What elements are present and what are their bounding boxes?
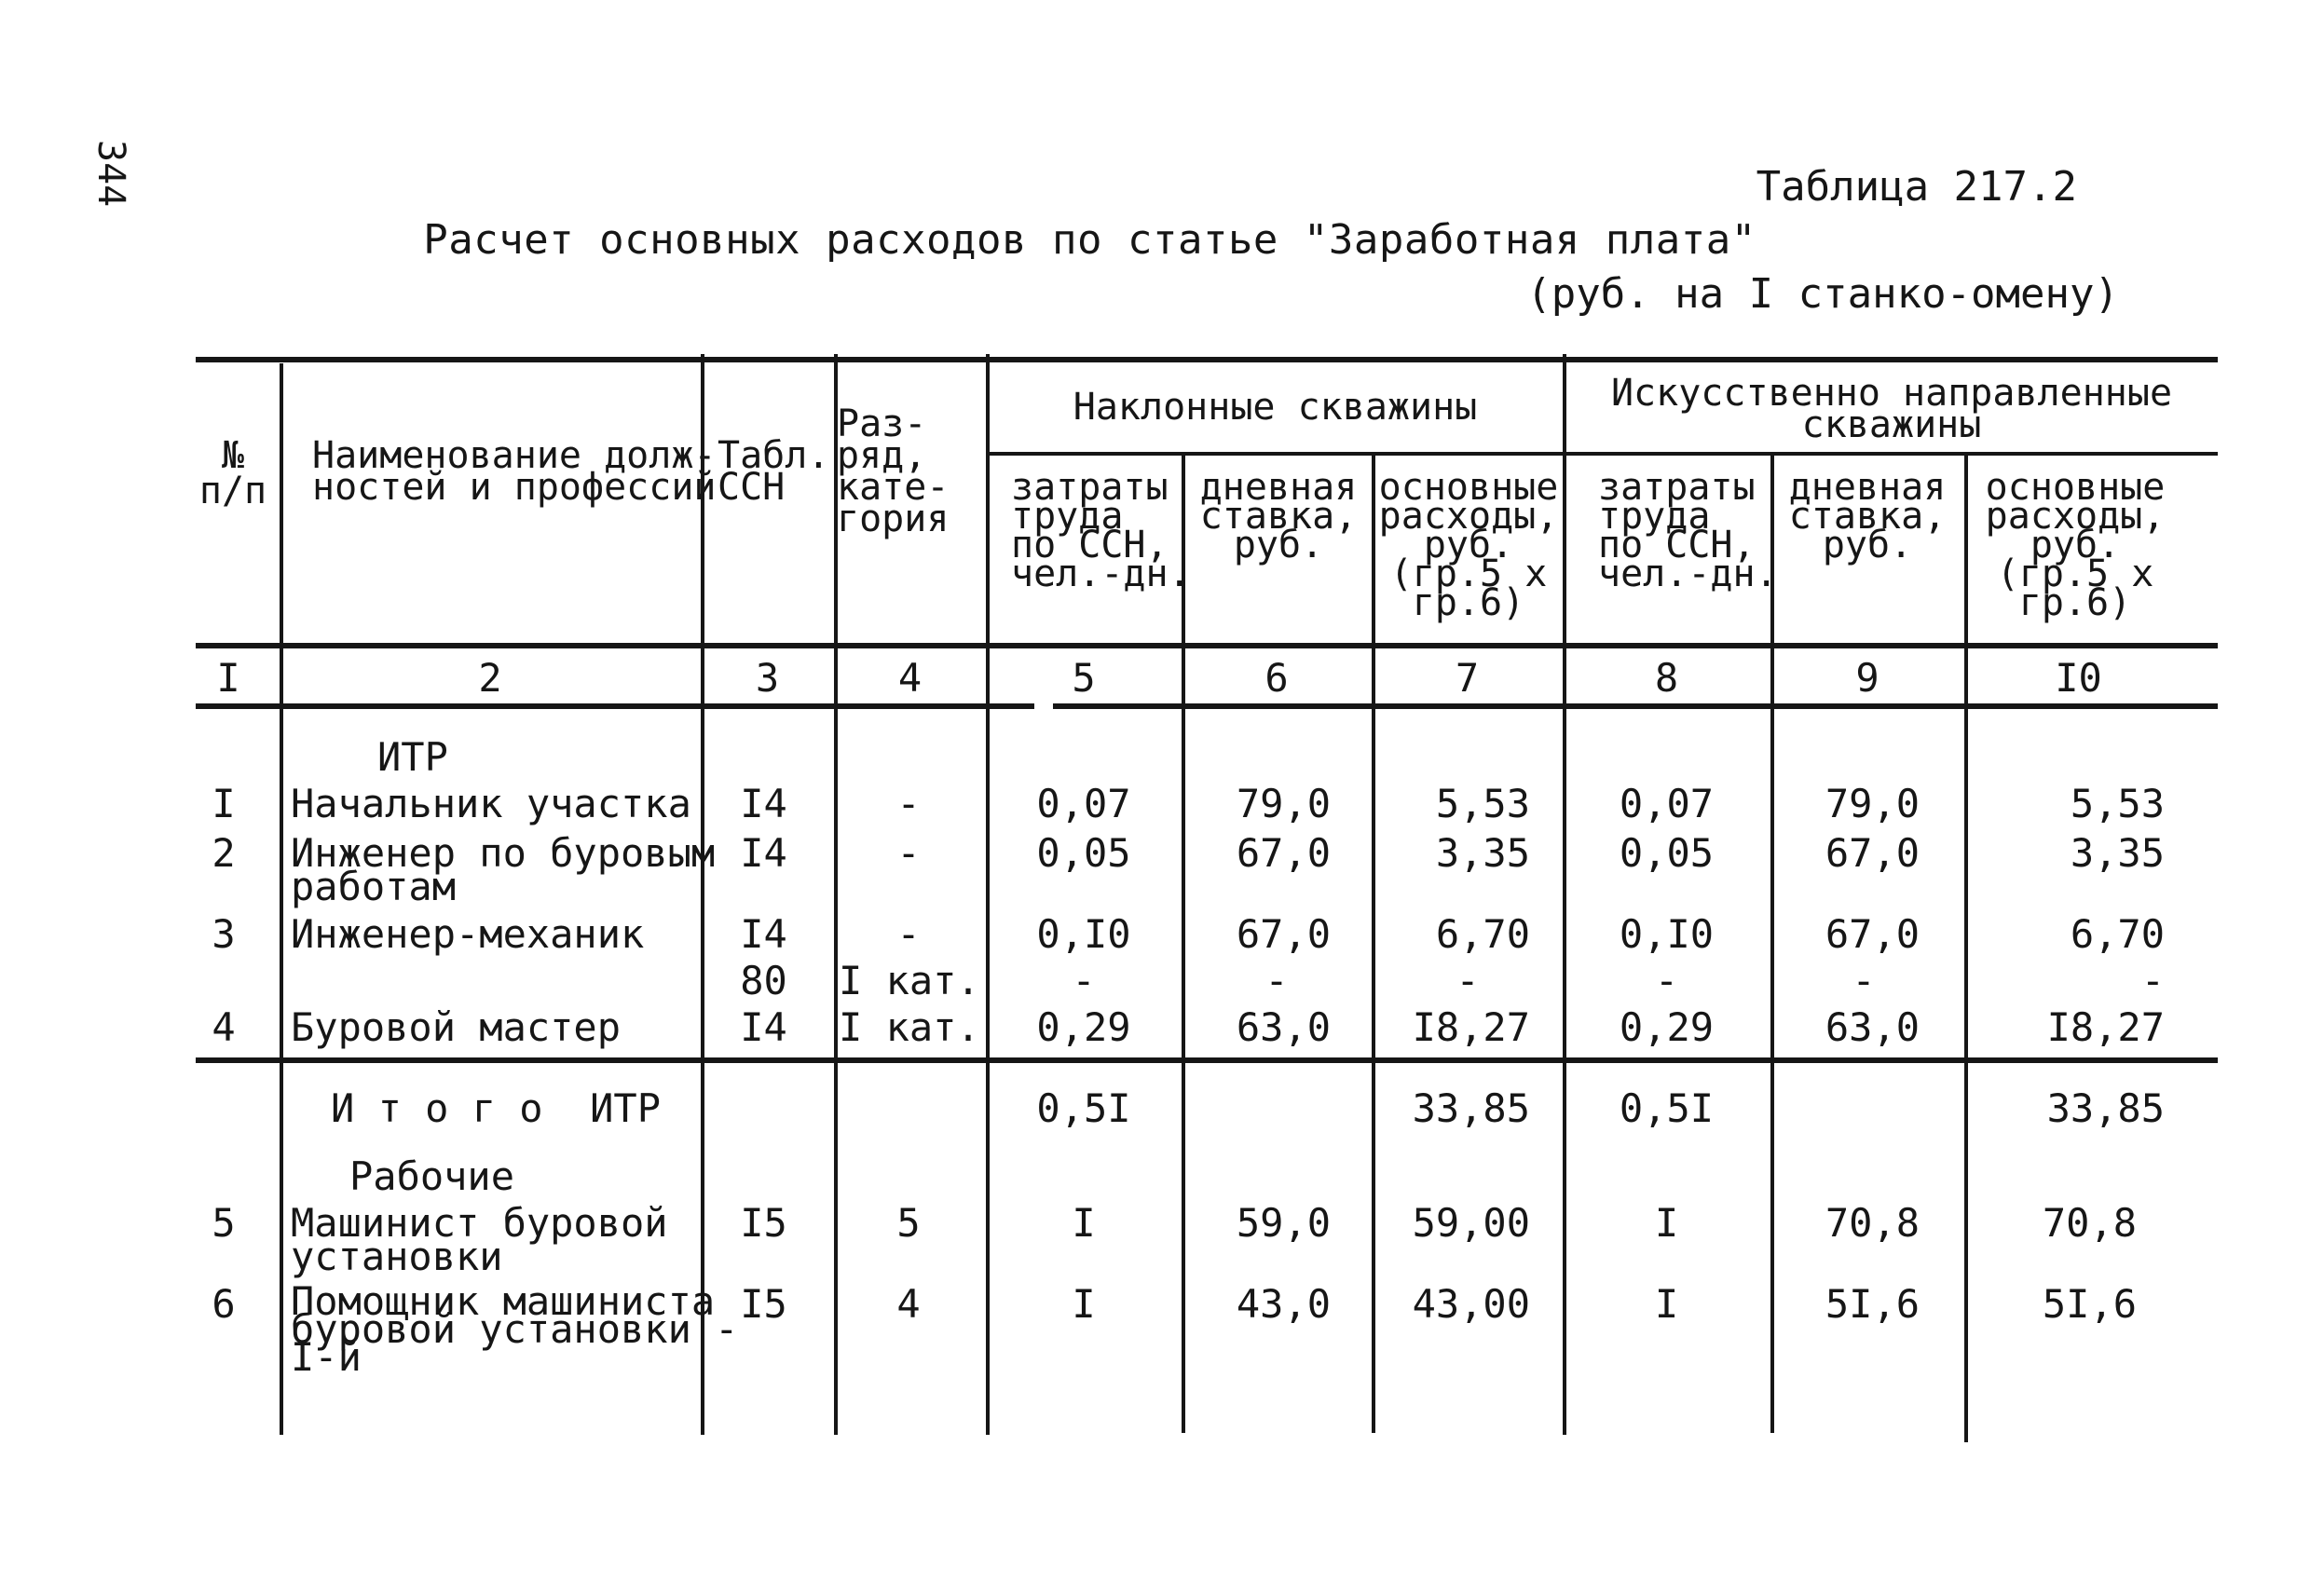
section-itr: ИТР — [377, 734, 448, 780]
row-c9: 67,0 — [1825, 830, 1920, 876]
row-c9: 70,8 — [1825, 1200, 1920, 1246]
colnum-7: 7 — [1455, 655, 1480, 701]
row-number: 2 — [212, 830, 236, 876]
row-razr: - — [896, 911, 921, 957]
header-group-directional: Искусственно направленные скважины — [1610, 372, 2173, 446]
colnum-6: 6 — [1264, 655, 1289, 701]
row-c10: 3,35 — [2070, 830, 2165, 876]
row-razr: I кат. — [839, 1004, 980, 1050]
section-workers: Рабочие — [349, 1153, 515, 1199]
header-col8: затраты труда по ССН, чел.-дн. — [1598, 466, 1778, 595]
row-c10: - — [2140, 958, 2165, 1003]
row-c9: 79,0 — [1825, 781, 1920, 826]
row-tabl: I5 — [740, 1281, 787, 1327]
colnum-4: 4 — [897, 655, 923, 701]
row-c7: 59,00 — [1412, 1200, 1530, 1246]
row-c5: I — [1072, 1200, 1096, 1246]
row-c5: 0,29 — [1036, 1004, 1131, 1050]
row-number: 3 — [212, 911, 236, 957]
row-name: Машинист буровой установки — [291, 1200, 668, 1279]
row-c7: I8,27 — [1412, 1004, 1530, 1050]
rule-colnum-left — [196, 703, 1034, 709]
total-c5: 0,5I — [1036, 1085, 1131, 1131]
row-name: Помощник машиниста буровой установки - I-й — [291, 1278, 739, 1380]
row-c6: 79,0 — [1236, 781, 1331, 826]
table-title: Расчет основных расходов по статье "Заработная плата" — [423, 216, 1756, 264]
row-c7: 43,00 — [1412, 1281, 1530, 1327]
row-number: 5 — [212, 1200, 236, 1246]
row-c10: 5,53 — [2070, 781, 2165, 826]
row-c7: 3,35 — [1435, 830, 1530, 876]
row-tabl: I4 — [740, 781, 787, 826]
row-c5: 0,05 — [1036, 830, 1131, 876]
row-c9: 5I,6 — [1825, 1281, 1920, 1327]
row-c8: - — [1654, 958, 1679, 1003]
rule-itr-end — [196, 1057, 2218, 1063]
row-name: Начальник участка — [291, 781, 691, 826]
header-col7: основные расходы, руб. (гр.5 х гр.6) — [1378, 466, 1559, 624]
header-col1: № п/п — [198, 434, 267, 512]
rule-group — [988, 452, 2218, 456]
row-c8: 0,29 — [1619, 1004, 1715, 1050]
row-c5: 0,I0 — [1036, 911, 1131, 957]
row-c5: 0,07 — [1036, 781, 1131, 826]
colnum-5: 5 — [1072, 655, 1096, 701]
col-sep-4 — [986, 354, 990, 1435]
total-c7: 33,85 — [1412, 1085, 1530, 1131]
colnum-9: 9 — [1855, 655, 1879, 701]
row-c6: 67,0 — [1236, 911, 1331, 957]
table-label: Таблица 217.2 — [1756, 163, 2077, 211]
row-tabl: I5 — [740, 1200, 787, 1246]
row-c6: - — [1264, 958, 1289, 1003]
row-tabl: I4 — [740, 830, 787, 876]
row-c8: I — [1654, 1200, 1679, 1246]
row-razr: - — [896, 781, 921, 826]
row-number: 4 — [212, 1004, 236, 1050]
row-number: I — [212, 781, 236, 826]
row-c7: 5,53 — [1435, 781, 1530, 826]
col-sep-7 — [1563, 354, 1566, 1435]
row-razr: I кат. — [839, 958, 980, 1003]
colnum-10: I0 — [2055, 655, 2102, 701]
row-name: Инженер по буровым работам — [291, 830, 716, 909]
row-c5: I — [1072, 1281, 1096, 1327]
colnum-1: I — [216, 655, 240, 701]
row-c5: - — [1072, 958, 1096, 1003]
row-razr: 4 — [896, 1281, 921, 1327]
colnum-2: 2 — [478, 655, 502, 701]
row-name: Инженер-механик — [291, 911, 645, 957]
row-c6: 59,0 — [1236, 1200, 1331, 1246]
total-label: И т о г о ИТР — [331, 1085, 662, 1131]
colnum-3: 3 — [755, 655, 780, 701]
row-c6: 43,0 — [1236, 1281, 1331, 1327]
page-number: 344 — [89, 140, 132, 208]
row-c10: I8,27 — [2046, 1004, 2165, 1050]
row-tabl: I4 — [740, 1004, 787, 1050]
row-c9: - — [1852, 958, 1876, 1003]
row-c8: 0,07 — [1619, 781, 1715, 826]
row-tabl: I4 — [740, 911, 787, 957]
colnum-8: 8 — [1654, 655, 1679, 701]
row-c7: 6,70 — [1435, 911, 1530, 957]
header-col3: Табл. ССН — [718, 434, 830, 509]
header-group-inclined: Наклонные скважины — [1073, 386, 1478, 429]
total-c10: 33,85 — [2046, 1085, 2165, 1131]
total-c8: 0,5I — [1619, 1085, 1715, 1131]
row-c10: 6,70 — [2070, 911, 2165, 957]
row-name: Буровой мастер — [291, 1004, 622, 1050]
rule-colnum-right — [1053, 703, 2218, 709]
header-col10: основные расходы, руб. (гр.5 х гр.6) — [1985, 466, 2166, 624]
row-c9: 63,0 — [1825, 1004, 1920, 1050]
row-c6: 63,0 — [1236, 1004, 1331, 1050]
header-col5: затраты труда по ССН, чел.-дн. — [1011, 466, 1191, 595]
row-tabl: 80 — [740, 958, 787, 1003]
row-razr: - — [896, 830, 921, 876]
col-sep-1 — [280, 363, 283, 1435]
rule-top — [196, 357, 2218, 362]
row-c8: 0,I0 — [1619, 911, 1715, 957]
row-c7: - — [1456, 958, 1480, 1003]
row-c8: I — [1654, 1281, 1679, 1327]
rule-header-bottom — [196, 643, 2218, 648]
units-note: (руб. на I станко-омену) — [1526, 270, 2119, 318]
row-c10: 70,8 — [2042, 1200, 2137, 1246]
row-c9: 67,0 — [1825, 911, 1920, 957]
header-col6: дневная ставка, руб. — [1199, 466, 1358, 566]
row-c8: 0,05 — [1619, 830, 1715, 876]
header-col2: Наименование долж- ностей и профессий — [312, 434, 717, 509]
row-c10: 5I,6 — [2042, 1281, 2137, 1327]
header-col9: дневная ставка, руб. — [1788, 466, 1947, 566]
header-col4: Раз- ряд, кате- гория — [837, 402, 950, 540]
row-number: 6 — [212, 1281, 236, 1327]
row-c6: 67,0 — [1236, 830, 1331, 876]
row-razr: 5 — [896, 1200, 921, 1246]
